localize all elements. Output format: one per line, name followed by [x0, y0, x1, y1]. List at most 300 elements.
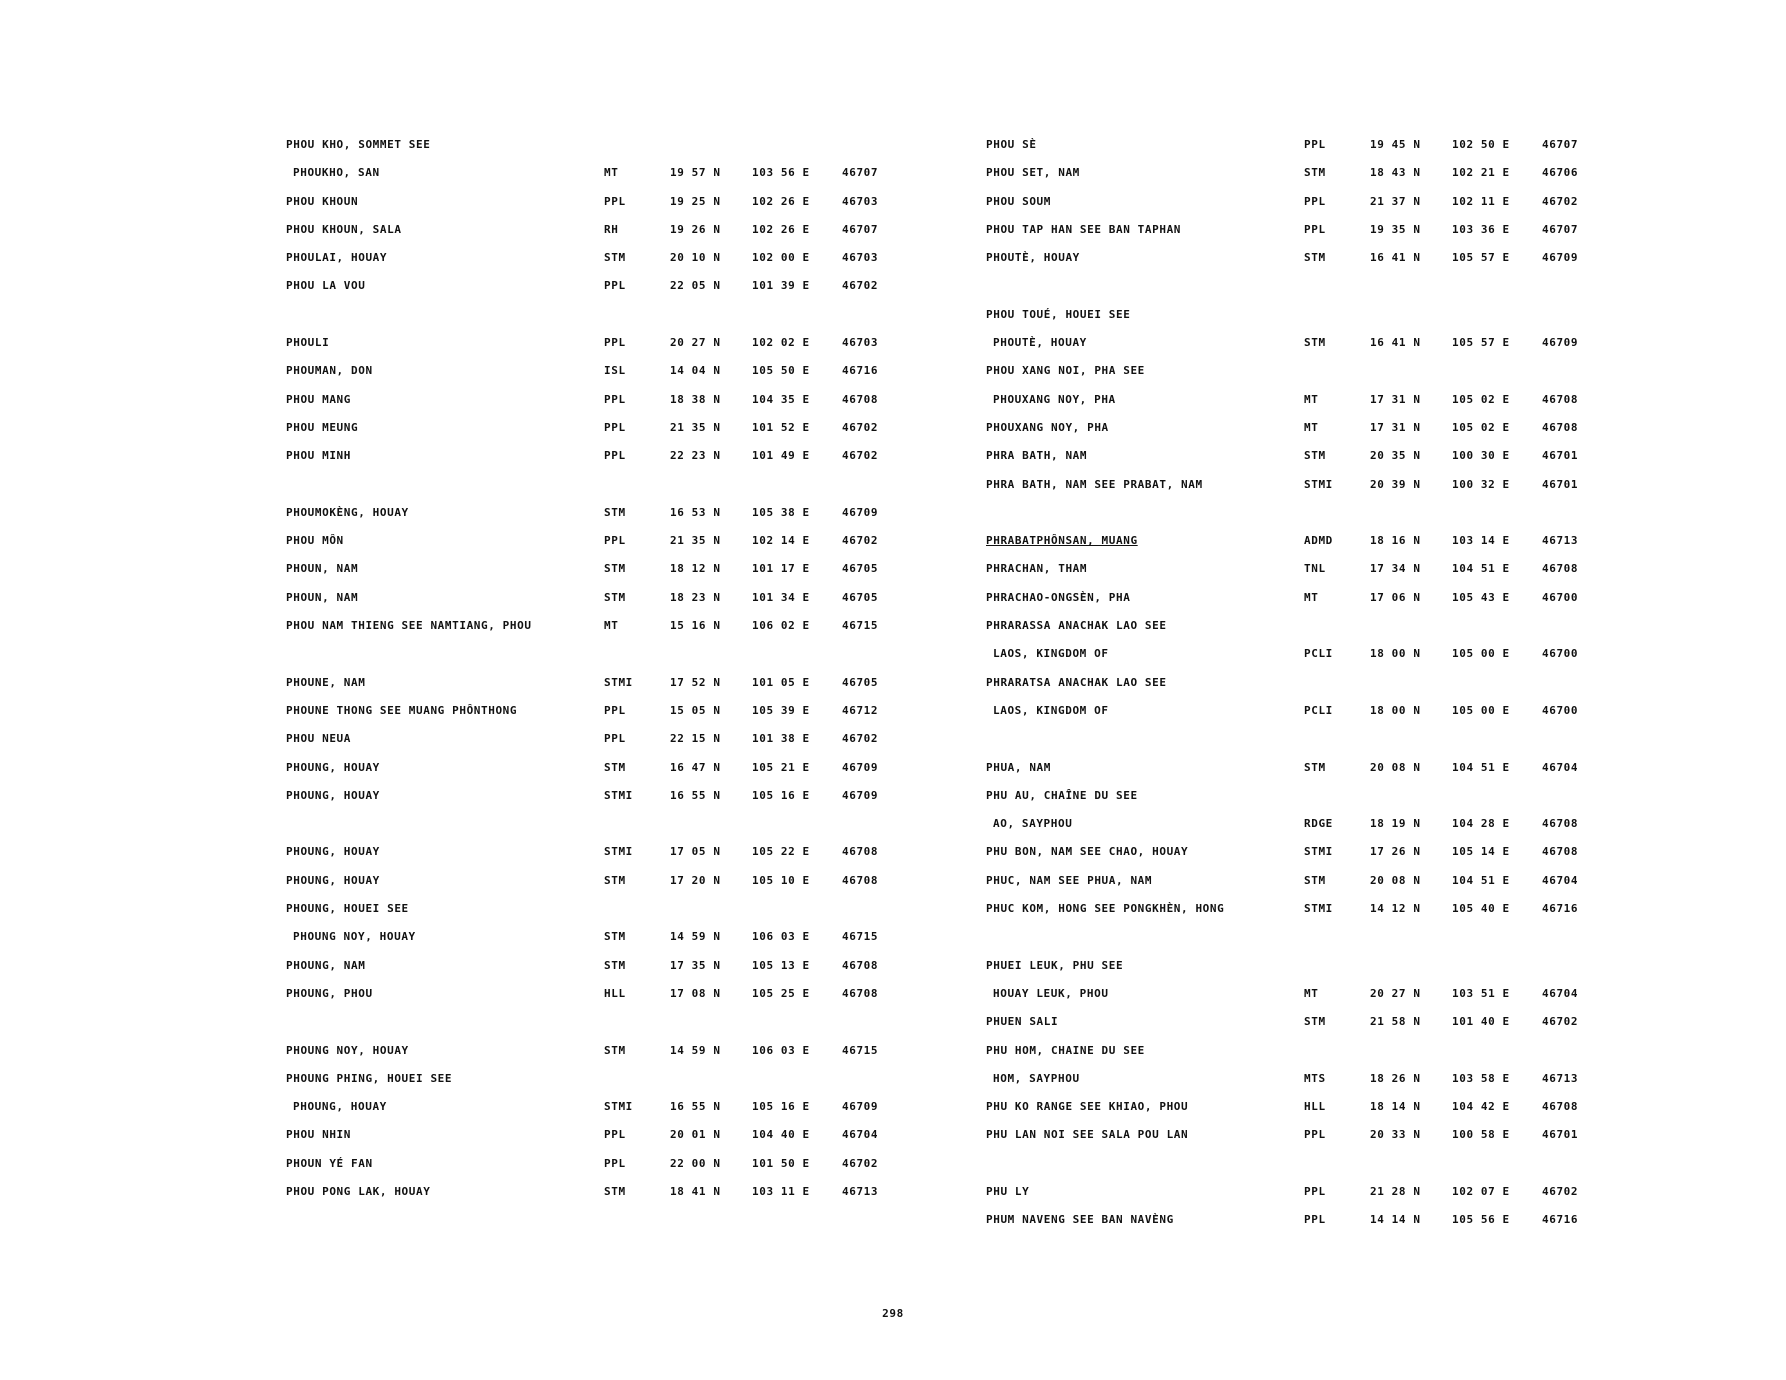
latitude: 15 05 N	[670, 703, 721, 717]
sheet-number: 46716	[1542, 1213, 1579, 1227]
latitude: 20 35 N	[1370, 449, 1421, 463]
longitude: 104 51 E	[1452, 760, 1510, 774]
place-name: PHRARASSA ANACHAK LAO SEE	[986, 619, 1167, 633]
gazetteer-entry	[986, 1179, 1626, 1207]
place-name: PHU BON, NAM SEE CHAO, HOUAY	[986, 845, 1189, 859]
gazetteer-entry	[286, 1179, 926, 1207]
latitude: 17 06 N	[1370, 590, 1421, 604]
latitude: 19 26 N	[670, 222, 721, 236]
place-name: PHOUNG, HOUAY	[286, 760, 380, 774]
place-name: HOM, SAYPHOU	[993, 1071, 1080, 1085]
place-name: LAOS, KINGDOM OF	[993, 647, 1109, 661]
sheet-number: 46705	[842, 590, 879, 604]
sheet-number: 46701	[1542, 1128, 1579, 1142]
sheet-number: 46703	[842, 251, 879, 265]
feature-code: STMI	[1304, 902, 1333, 916]
latitude: 17 34 N	[1370, 562, 1421, 576]
latitude: 18 00 N	[1370, 647, 1421, 661]
feature-code: STMI	[1304, 477, 1333, 491]
gazetteer-entry	[986, 839, 1626, 867]
sheet-number: 46703	[842, 194, 879, 208]
longitude: 101 05 E	[752, 675, 810, 689]
latitude: 18 26 N	[1370, 1071, 1421, 1085]
feature-code: PCLI	[1304, 703, 1333, 717]
feature-code: STMI	[604, 845, 633, 859]
latitude: 19 35 N	[1370, 222, 1421, 236]
sheet-number: 46708	[1542, 562, 1579, 576]
sheet-number: 46702	[842, 449, 879, 463]
feature-code: MT	[1304, 420, 1319, 434]
section-spacer	[286, 1009, 926, 1037]
longitude: 105 16 E	[752, 788, 810, 802]
longitude: 102 11 E	[1452, 194, 1510, 208]
latitude: 20 08 N	[1370, 873, 1421, 887]
section-spacer	[986, 273, 1626, 301]
place-name: PHOUNG, NAM	[286, 958, 366, 972]
longitude: 102 14 E	[752, 534, 810, 548]
place-name: PHOUNG, HOUAY	[293, 1100, 387, 1114]
latitude: 17 35 N	[670, 958, 721, 972]
latitude: 18 16 N	[1370, 534, 1421, 548]
sheet-number: 46703	[842, 336, 879, 350]
feature-code: STM	[604, 590, 626, 604]
longitude: 106 02 E	[752, 619, 810, 633]
sheet-number: 46716	[1542, 902, 1579, 916]
sheet-number: 46708	[842, 392, 879, 406]
gazetteer-entry	[286, 698, 926, 726]
gazetteer-entry	[286, 160, 926, 188]
place-name: PHOU TOUÉ, HOUEI SEE	[986, 307, 1131, 321]
longitude: 105 57 E	[1452, 336, 1510, 350]
gazetteer-entry	[986, 585, 1626, 613]
feature-code: PPL	[1304, 1184, 1326, 1198]
feature-code: STM	[604, 505, 626, 519]
gazetteer-entry	[986, 755, 1626, 783]
longitude: 104 42 E	[1452, 1100, 1510, 1114]
latitude: 18 14 N	[1370, 1100, 1421, 1114]
sheet-number: 46702	[842, 1156, 879, 1170]
place-name: PHOUNG NOY, HOUAY	[286, 1043, 409, 1057]
latitude: 22 23 N	[670, 449, 721, 463]
longitude: 101 49 E	[752, 449, 810, 463]
sheet-number: 46708	[1542, 392, 1579, 406]
place-name: PHU LY	[986, 1184, 1030, 1198]
place-name: PHOUN, NAM	[286, 590, 359, 604]
gazetteer-entry	[286, 358, 926, 386]
gazetteer-entry	[286, 189, 926, 217]
gazetteer-entry	[986, 302, 1626, 330]
feature-code: RH	[604, 222, 619, 236]
sheet-number: 46713	[842, 1184, 879, 1198]
latitude: 20 27 N	[670, 336, 721, 350]
feature-code: MT	[604, 619, 619, 633]
gazetteer-entry	[286, 755, 926, 783]
longitude: 106 03 E	[752, 930, 810, 944]
sheet-number: 46704	[1542, 760, 1579, 774]
gazetteer-entry	[286, 1094, 926, 1122]
gazetteer-right-column	[986, 132, 1626, 1236]
feature-code: STM	[1304, 251, 1326, 265]
longitude: 105 21 E	[752, 760, 810, 774]
place-name: PHUC, NAM SEE PHUA, NAM	[986, 873, 1153, 887]
latitude: 16 55 N	[670, 788, 721, 802]
place-name: PHOU TAP HAN SEE BAN TAPHAN	[986, 222, 1182, 236]
gazetteer-entry	[986, 132, 1626, 160]
latitude: 22 05 N	[670, 279, 721, 293]
latitude: 20 10 N	[670, 251, 721, 265]
longitude: 106 03 E	[752, 1043, 810, 1057]
sheet-number: 46707	[1542, 138, 1579, 151]
latitude: 22 15 N	[670, 732, 721, 746]
feature-code: STM	[1304, 1015, 1326, 1029]
longitude: 105 57 E	[1452, 251, 1510, 265]
gazetteer-entry	[986, 443, 1626, 471]
latitude: 16 41 N	[1370, 336, 1421, 350]
place-name: PHOUNE THONG SEE MUANG PHÔNTHONG	[286, 703, 518, 717]
sheet-number: 46715	[842, 619, 879, 633]
place-name: PHOU NEUA	[286, 732, 352, 746]
longitude: 101 52 E	[752, 420, 810, 434]
longitude: 105 25 E	[752, 986, 810, 1000]
longitude: 103 36 E	[1452, 222, 1510, 236]
sheet-number: 46708	[842, 958, 879, 972]
sheet-number: 46713	[1542, 534, 1579, 548]
longitude: 104 40 E	[752, 1128, 810, 1142]
feature-code: PPL	[604, 534, 626, 548]
longitude: 105 00 E	[1452, 703, 1510, 717]
place-name: PHOUNG, HOUAY	[286, 788, 380, 802]
sheet-number: 46707	[842, 222, 879, 236]
place-name: PHUEN SALI	[986, 1015, 1059, 1029]
longitude: 105 00 E	[1452, 647, 1510, 661]
section-spacer	[986, 1151, 1626, 1179]
gazetteer-entry	[286, 132, 926, 160]
latitude: 14 59 N	[670, 1043, 721, 1057]
feature-code: STM	[1304, 166, 1326, 180]
latitude: 17 26 N	[1370, 845, 1421, 859]
gazetteer-entry	[986, 217, 1626, 245]
latitude: 17 05 N	[670, 845, 721, 859]
longitude: 102 26 E	[752, 194, 810, 208]
latitude: 14 59 N	[670, 930, 721, 944]
longitude: 105 22 E	[752, 845, 810, 859]
sheet-number: 46708	[842, 873, 879, 887]
longitude: 105 16 E	[752, 1100, 810, 1114]
longitude: 100 30 E	[1452, 449, 1510, 463]
place-name: PHOU LA VOU	[286, 279, 366, 293]
feature-code: STM	[1304, 873, 1326, 887]
sheet-number: 46708	[1542, 845, 1579, 859]
feature-code: STM	[604, 930, 626, 944]
feature-code: PPL	[1304, 1128, 1326, 1142]
latitude: 21 28 N	[1370, 1184, 1421, 1198]
longitude: 103 51 E	[1452, 986, 1510, 1000]
place-name: PHOUNG, HOUAY	[286, 873, 380, 887]
longitude: 101 17 E	[752, 562, 810, 576]
feature-code: STM	[604, 873, 626, 887]
feature-code: PPL	[604, 194, 626, 208]
feature-code: STMI	[604, 1100, 633, 1114]
gazetteer-entry	[986, 641, 1626, 669]
section-spacer	[286, 641, 926, 669]
longitude: 105 14 E	[1452, 845, 1510, 859]
longitude: 102 21 E	[1452, 166, 1510, 180]
section-spacer	[986, 924, 1626, 952]
gazetteer-entry	[286, 245, 926, 273]
gazetteer-entry	[986, 189, 1626, 217]
place-name: PHOU MINH	[286, 449, 352, 463]
place-name: PHRABATPHÔNSAN, MUANG	[986, 534, 1138, 548]
sheet-number: 46708	[1542, 817, 1579, 831]
place-name: AO, SAYPHOU	[993, 817, 1073, 831]
place-name: PHOU SÈ	[986, 138, 1037, 151]
latitude: 20 08 N	[1370, 760, 1421, 774]
sheet-number: 46709	[1542, 251, 1579, 265]
feature-code: PPL	[604, 336, 626, 350]
gazetteer-entry	[286, 981, 926, 1009]
longitude: 101 38 E	[752, 732, 810, 746]
section-spacer	[286, 472, 926, 500]
place-name: PHOU XANG NOI, PHA SEE	[986, 364, 1145, 378]
feature-code: PPL	[1304, 138, 1326, 151]
gazetteer-entry	[286, 839, 926, 867]
feature-code: STMI	[604, 788, 633, 802]
gazetteer-entry	[286, 670, 926, 698]
gazetteer-entry	[986, 160, 1626, 188]
feature-code: STM	[604, 958, 626, 972]
latitude: 18 41 N	[670, 1184, 721, 1198]
latitude: 20 33 N	[1370, 1128, 1421, 1142]
gazetteer-entry	[286, 273, 926, 301]
gazetteer-entry	[986, 358, 1626, 386]
gazetteer-entry	[986, 670, 1626, 698]
place-name: PHOUXANG NOY, PHA	[986, 420, 1109, 434]
latitude: 18 12 N	[670, 562, 721, 576]
longitude: 104 28 E	[1452, 817, 1510, 831]
latitude: 16 55 N	[670, 1100, 721, 1114]
longitude: 102 02 E	[752, 336, 810, 350]
longitude: 101 50 E	[752, 1156, 810, 1170]
place-name: PHOU KHO, SOMMET SEE	[286, 138, 431, 151]
longitude: 104 51 E	[1452, 873, 1510, 887]
feature-code: MTS	[1304, 1071, 1326, 1085]
longitude: 103 11 E	[752, 1184, 810, 1198]
gazetteer-left-column	[286, 132, 926, 1207]
longitude: 102 00 E	[752, 251, 810, 265]
place-name: PHUA, NAM	[986, 760, 1052, 774]
gazetteer-entry	[986, 330, 1626, 358]
gazetteer-entry	[986, 528, 1626, 556]
feature-code: STM	[1304, 760, 1326, 774]
feature-code: RDGE	[1304, 817, 1333, 831]
place-name: PHUM NAVENG SEE BAN NAVÈNG	[986, 1213, 1174, 1227]
latitude: 22 00 N	[670, 1156, 721, 1170]
feature-code: STM	[1304, 449, 1326, 463]
feature-code: HLL	[1304, 1100, 1326, 1114]
longitude: 100 32 E	[1452, 477, 1510, 491]
feature-code: ADMD	[1304, 534, 1333, 548]
longitude: 105 50 E	[752, 364, 810, 378]
feature-code: PPL	[1304, 1213, 1326, 1227]
longitude: 105 56 E	[1452, 1213, 1510, 1227]
gazetteer-entry	[986, 868, 1626, 896]
place-name: PHOUXANG NOY, PHA	[993, 392, 1116, 406]
place-name: PHOUTÈ, HOUAY	[986, 251, 1080, 265]
latitude: 18 38 N	[670, 392, 721, 406]
gazetteer-entry	[986, 613, 1626, 641]
latitude: 21 37 N	[1370, 194, 1421, 208]
feature-code: PCLI	[1304, 647, 1333, 661]
gazetteer-entry	[286, 896, 926, 924]
gazetteer-entry	[286, 330, 926, 358]
feature-code: STM	[604, 251, 626, 265]
longitude: 105 40 E	[1452, 902, 1510, 916]
gazetteer-entry	[986, 981, 1626, 1009]
gazetteer-entry	[986, 1066, 1626, 1094]
feature-code: MT	[1304, 392, 1319, 406]
gazetteer-entry	[986, 783, 1626, 811]
latitude: 21 35 N	[670, 420, 721, 434]
gazetteer-entry	[286, 783, 926, 811]
gazetteer-entry	[986, 953, 1626, 981]
longitude: 105 38 E	[752, 505, 810, 519]
gazetteer-entry	[286, 1122, 926, 1150]
feature-code: STMI	[1304, 845, 1333, 859]
sheet-number: 46702	[842, 420, 879, 434]
latitude: 14 12 N	[1370, 902, 1421, 916]
latitude: 14 04 N	[670, 364, 721, 378]
place-name: HOUAY LEUK, PHOU	[993, 986, 1109, 1000]
place-name: PHU AU, CHAÎNE DU SEE	[986, 788, 1138, 802]
latitude: 16 53 N	[670, 505, 721, 519]
gazetteer-entry	[986, 1207, 1626, 1235]
longitude: 101 34 E	[752, 590, 810, 604]
place-name: PHOUNG PHING, HOUEI SEE	[286, 1071, 453, 1085]
place-name: PHOULAI, HOUAY	[286, 251, 388, 265]
longitude: 101 40 E	[1452, 1015, 1510, 1029]
feature-code: MT	[1304, 986, 1319, 1000]
sheet-number: 46702	[842, 534, 879, 548]
sheet-number: 46707	[842, 166, 879, 180]
gazetteer-entry	[986, 415, 1626, 443]
place-name: PHOUNG, HOUEI SEE	[286, 902, 409, 916]
sheet-number: 46700	[1542, 590, 1579, 604]
longitude: 104 35 E	[752, 392, 810, 406]
place-name: PHU KO RANGE SEE KHIAO, PHOU	[986, 1100, 1189, 1114]
gazetteer-entry	[986, 1009, 1626, 1037]
gazetteer-entry	[986, 387, 1626, 415]
latitude: 20 27 N	[1370, 986, 1421, 1000]
latitude: 19 45 N	[1370, 138, 1421, 151]
gazetteer-entry	[286, 613, 926, 641]
gazetteer-entry	[286, 924, 926, 952]
sheet-number: 46709	[842, 760, 879, 774]
feature-code: PPL	[604, 449, 626, 463]
gazetteer-entry	[286, 415, 926, 443]
place-name: PHUC KOM, HONG SEE PONGKHÈN, HONG	[986, 902, 1225, 916]
latitude: 17 08 N	[670, 986, 721, 1000]
place-name: PHOUNE, NAM	[286, 675, 366, 689]
sheet-number: 46716	[842, 364, 879, 378]
latitude: 18 23 N	[670, 590, 721, 604]
sheet-number: 46700	[1542, 703, 1579, 717]
feature-code: MT	[604, 166, 619, 180]
place-name: PHRA BATH, NAM	[986, 449, 1088, 463]
place-name: PHRACHAO-ONGSÈN, PHA	[986, 590, 1131, 604]
page-number: 298	[882, 1307, 904, 1320]
latitude: 16 41 N	[1370, 251, 1421, 265]
place-name: PHOU SET, NAM	[986, 166, 1080, 180]
gazetteer-entry	[986, 896, 1626, 924]
feature-code: PPL	[604, 1128, 626, 1142]
place-name: PHOU MÔN	[286, 534, 344, 548]
gazetteer-entry	[286, 1066, 926, 1094]
feature-code: PPL	[604, 392, 626, 406]
place-name: PHRARATSA ANACHAK LAO SEE	[986, 675, 1167, 689]
place-name: PHOU NAM THIENG SEE NAMTIANG, PHOU	[286, 619, 532, 633]
place-name: PHOULI	[286, 336, 330, 350]
gazetteer-entry	[286, 953, 926, 981]
gazetteer-entry	[986, 698, 1626, 726]
feature-code: MT	[1304, 590, 1319, 604]
sheet-number: 46715	[842, 1043, 879, 1057]
gazetteer-entry	[986, 1038, 1626, 1066]
sheet-number: 46700	[1542, 647, 1579, 661]
sheet-number: 46709	[842, 505, 879, 519]
sheet-number: 46709	[842, 788, 879, 802]
latitude: 19 57 N	[670, 166, 721, 180]
latitude: 17 52 N	[670, 675, 721, 689]
sheet-number: 46705	[842, 675, 879, 689]
latitude: 17 31 N	[1370, 420, 1421, 434]
longitude: 101 39 E	[752, 279, 810, 293]
sheet-number: 46707	[1542, 222, 1579, 236]
latitude: 16 47 N	[670, 760, 721, 774]
place-name: PHOU SOUM	[986, 194, 1052, 208]
sheet-number: 46702	[1542, 1015, 1579, 1029]
gazetteer-entry	[986, 811, 1626, 839]
longitude: 103 14 E	[1452, 534, 1510, 548]
place-name: PHOUMOKÈNG, HOUAY	[286, 505, 409, 519]
longitude: 105 10 E	[752, 873, 810, 887]
place-name: PHUEI LEUK, PHU SEE	[986, 958, 1124, 972]
sheet-number: 46708	[1542, 1100, 1579, 1114]
gazetteer-entry	[986, 556, 1626, 584]
feature-code: STM	[604, 1184, 626, 1198]
longitude: 105 39 E	[752, 703, 810, 717]
gazetteer-entry	[986, 245, 1626, 273]
sheet-number: 46708	[1542, 420, 1579, 434]
feature-code: ISL	[604, 364, 626, 378]
longitude: 102 07 E	[1452, 1184, 1510, 1198]
place-name: PHOUNG NOY, HOUAY	[293, 930, 416, 944]
gazetteer-entry	[286, 726, 926, 754]
sheet-number: 46706	[1542, 166, 1579, 180]
longitude: 104 51 E	[1452, 562, 1510, 576]
latitude: 20 01 N	[670, 1128, 721, 1142]
place-name: PHU HOM, CHAINE DU SEE	[986, 1043, 1145, 1057]
place-name: PHOU PONG LAK, HOUAY	[286, 1184, 431, 1198]
place-name: PHOU KHOUN, SALA	[286, 222, 402, 236]
latitude: 20 39 N	[1370, 477, 1421, 491]
feature-code: PPL	[604, 279, 626, 293]
place-name: PHOUKHO, SAN	[293, 166, 380, 180]
feature-code: PPL	[1304, 222, 1326, 236]
section-spacer	[286, 811, 926, 839]
place-name: PHOU MEUNG	[286, 420, 359, 434]
longitude: 102 50 E	[1452, 138, 1510, 151]
gazetteer-entry	[286, 528, 926, 556]
